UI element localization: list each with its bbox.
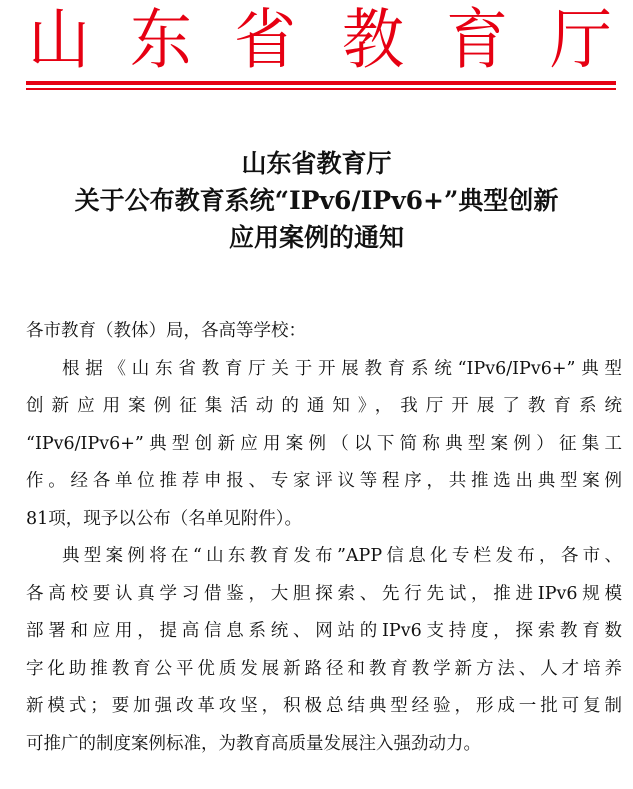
paragraph-line: 字化助推教育公平优质发展新路径和教育教学新方法、人才培养 (26, 658, 622, 679)
paragraph-line: “IPv6/IPv6+”典型创新应用案例（以下简称典型案例）征集工 (26, 433, 622, 454)
paragraph-line: 典型案例将在“山东教育发布”APP信息化专栏发布，各市、 (62, 546, 622, 566)
masthead-char: 教 (342, 1, 405, 78)
salutation: 各市教育（教体）局，各高等学校： (26, 321, 306, 341)
document-title (0, 145, 633, 256)
paragraph-line: 可推广的制度案例标准，为教育高质量发展注入强劲动力。 (26, 733, 481, 754)
masthead-char: 厅 (550, 1, 613, 78)
paragraph-line: 根据《山东省教育厅关于开展教育系统“IPv6/IPv6+”典型 (62, 358, 622, 379)
paragraph-line: 部署和应用，提高信息系统、网站的IPv6支持度，探索教育数 (26, 621, 622, 641)
title-line-3: 应用案例的通知 (228, 223, 404, 252)
masthead (0, 1, 633, 78)
masthead-char: 育 (446, 1, 509, 78)
masthead-divider-thin (26, 88, 616, 90)
title-line-1: 山东省教育厅 (241, 149, 392, 178)
paragraph-1 (26, 351, 622, 539)
masthead-char: 山 (28, 1, 91, 78)
paragraph-line: 81项，现予以公布（名单见附件）。 (26, 508, 303, 529)
paragraph-line: 新模式；要加强改革攻坚，积极总结典型经验，形成一批可复制 (26, 696, 622, 716)
title-line-2: 关于公布教育系统“IPv6/IPv6+”典型创新 (74, 186, 559, 215)
masthead-char: 东 (130, 1, 193, 78)
masthead-divider-thick (26, 81, 616, 85)
paragraph-line: 作。经各单位推荐申报、专家评议等程序，共推选出典型案例 (26, 471, 622, 491)
document-body (26, 313, 622, 763)
masthead-char: 省 (234, 1, 297, 78)
paragraph-2 (26, 538, 622, 763)
paragraph-line: 创新应用案例征集活动的通知》，我厅开展了教育系统 (26, 396, 622, 416)
paragraph-line: 各高校要认真学习借鉴，大胆探索、先行先试，推进IPv6规模 (26, 583, 622, 604)
